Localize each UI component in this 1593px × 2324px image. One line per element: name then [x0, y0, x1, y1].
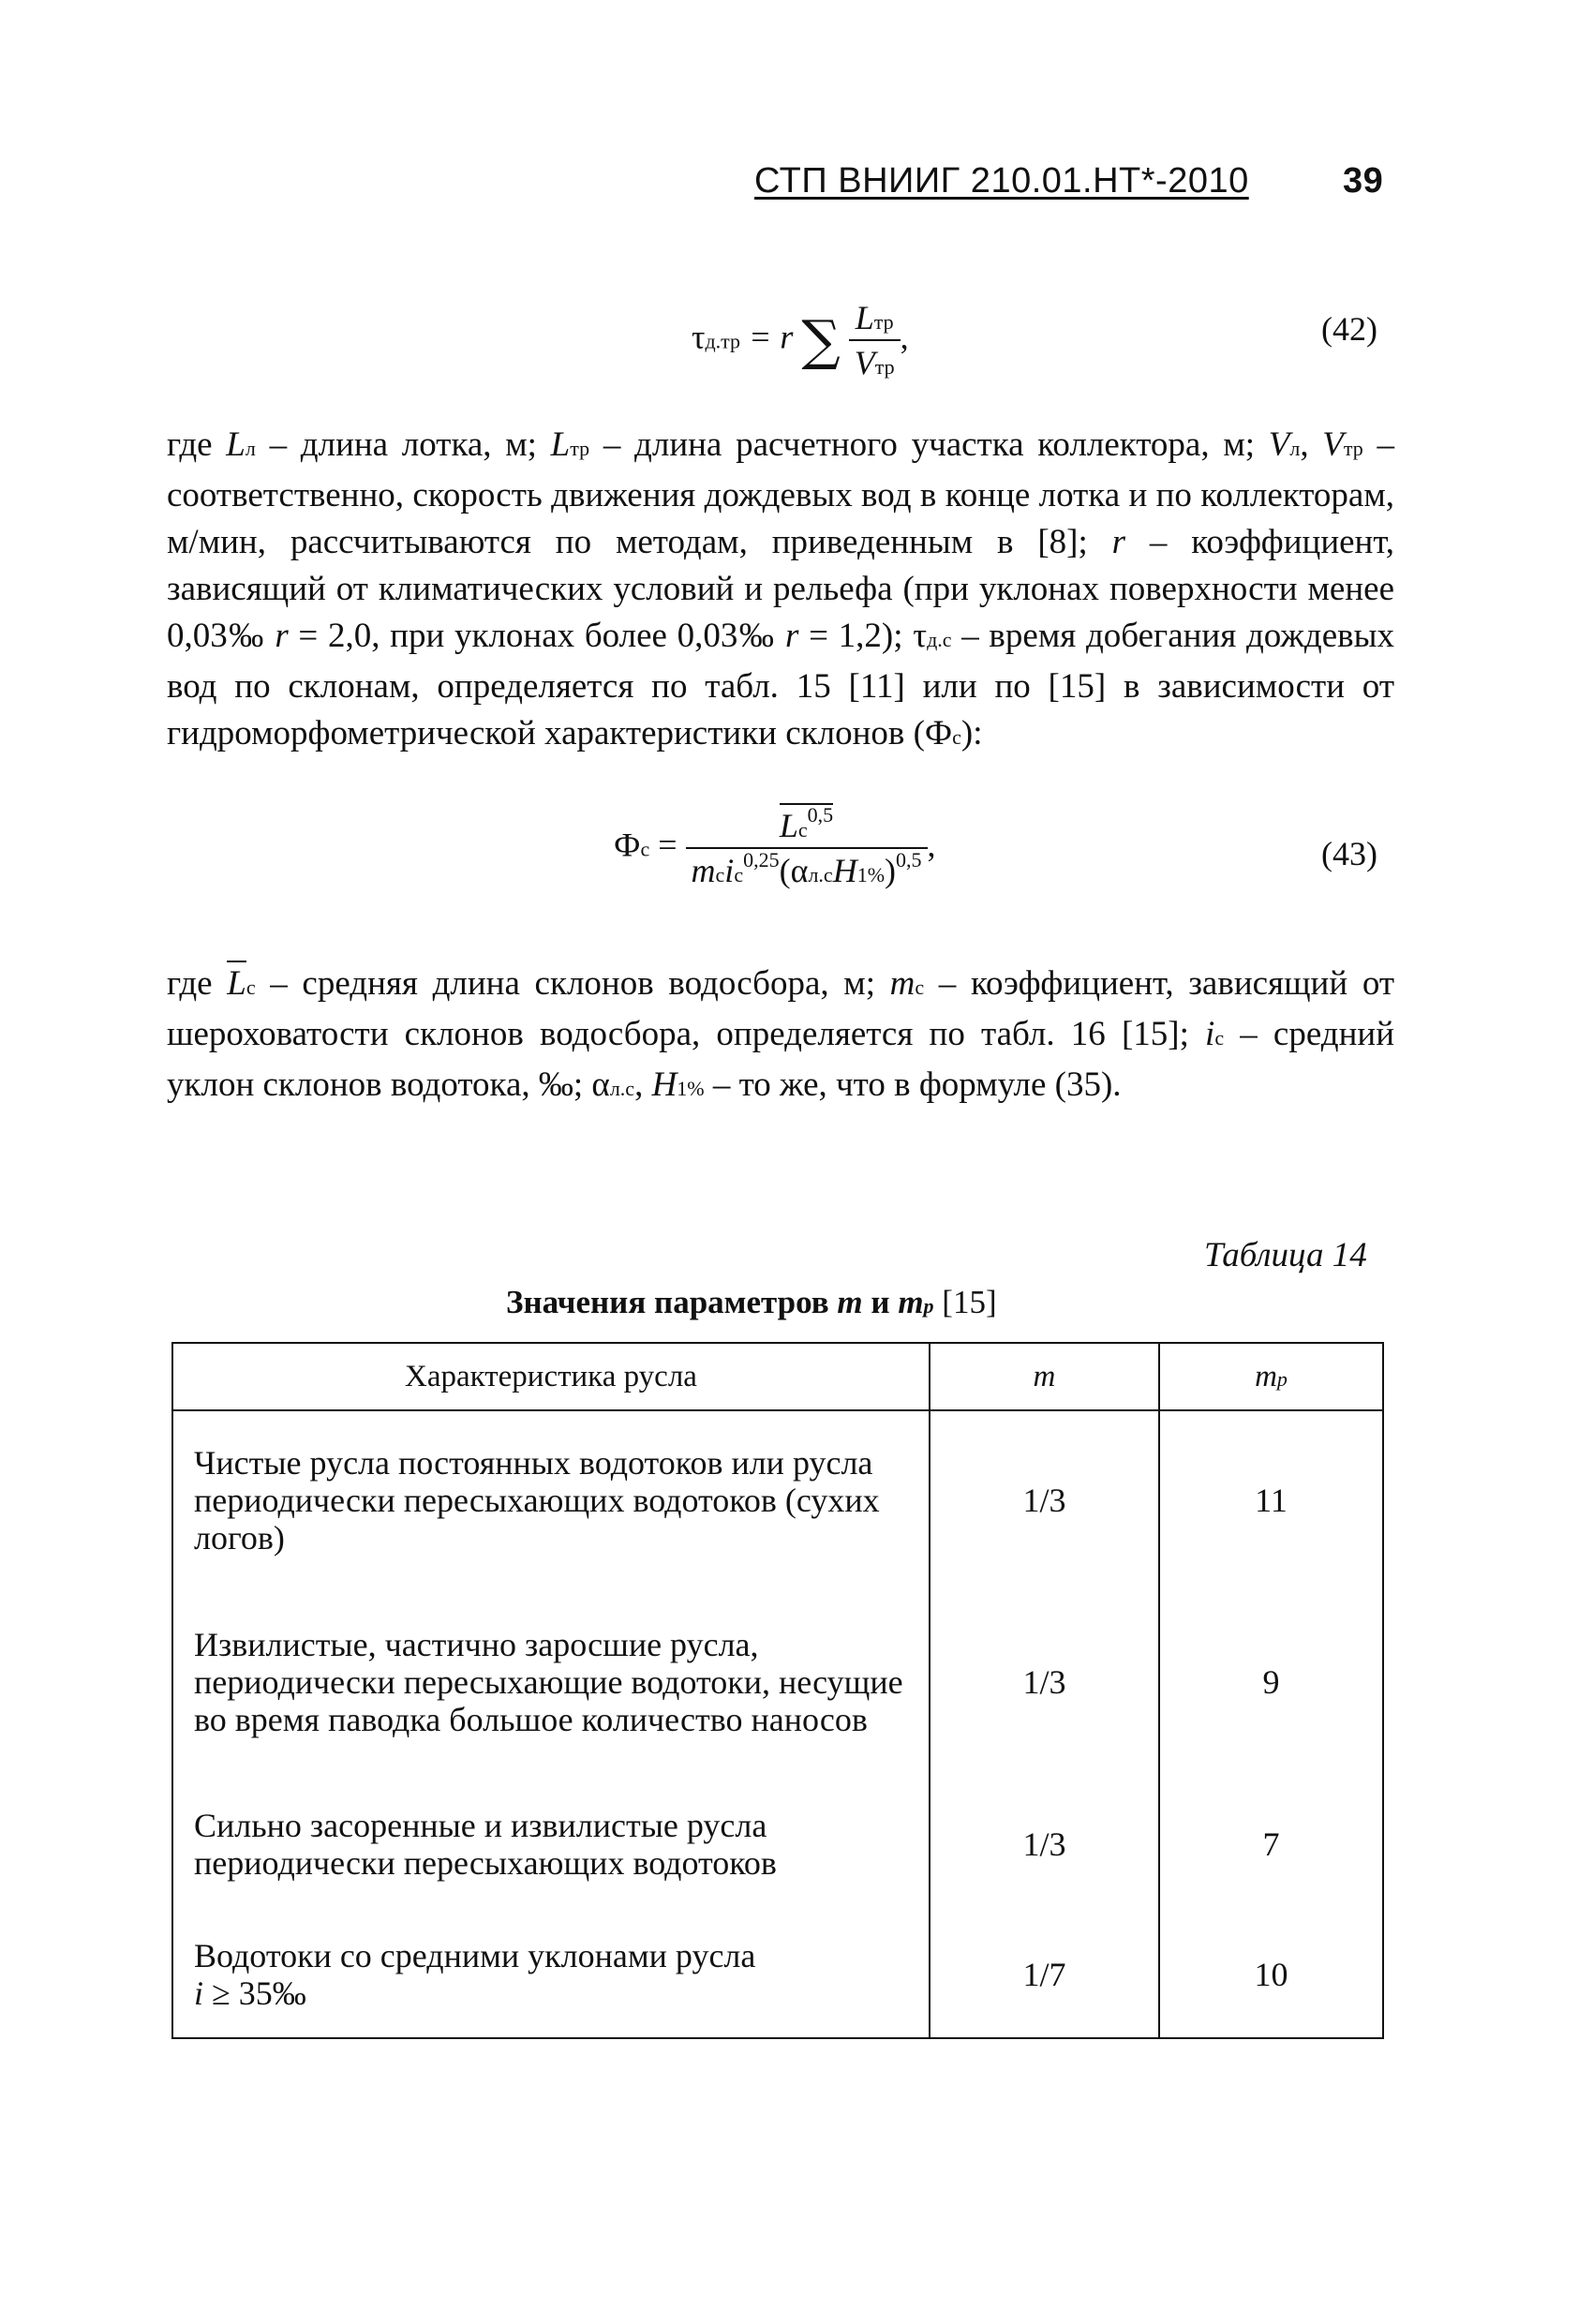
row-mp: 11 [1159, 1410, 1383, 1588]
table-row [172, 1410, 1383, 1588]
table-header-row [172, 1343, 1383, 1410]
header-m: m [930, 1343, 1159, 1410]
table-row [172, 1588, 1383, 1776]
row-mp: 9 [1159, 1588, 1383, 1776]
fraction: $\frac{\text{Lтр}}{\text{Vтр}}$ [849, 298, 901, 382]
row-mp: 7 [1159, 1776, 1383, 1912]
table-title: Значения параметров m и mp [15] [506, 1284, 997, 1320]
row-description: Извилистые, частично заросшие русла, периодически пересыхающие водотоки, несущие во время паводка большое количество наносов [172, 1588, 930, 1776]
page-header [754, 161, 1384, 201]
header-mp: mp [1159, 1343, 1383, 1410]
parameters-table [171, 1342, 1384, 2039]
row-m: 1/3 [930, 1776, 1159, 1912]
equation-number-43: (43) [1321, 835, 1377, 872]
header-channel: Характеристика русла [172, 1343, 930, 1410]
page-number: 39 [1343, 161, 1384, 201]
paragraph-1: где Lл – длина лотка, м; Lтр – длина расчетного участка коллектора, м; Vл, Vтр – соответственно, скорость движения дождевых вод в конце лотка и по коллекторам, м/мин, рассчитываются по методам, приведенным в [8]; r – коэффициент, зависящий от климатических условий и рельефа (при уклонах поверхности менее 0,03‰ r = 2,0, при уклонах более 0,03‰ r = 1,2); τд.с – время добегания дождевых вод по склонам, определяется по табл. 15 [11] или по [15] в зависимости от гидроморфометрической характеристики склонов (Фс): [167, 425, 1395, 752]
sum-symbol: ∑ [801, 308, 841, 372]
table-row [172, 1912, 1383, 2038]
row-m: 1/3 [930, 1410, 1159, 1588]
row-description: Сильно засоренные и извилистые русла периодически пересыхающих водотоков [172, 1776, 930, 1912]
paragraph-2: где Lс – средняя длина склонов водосбора, м; mс – коэффициент, зависящий от шероховатости склонов водосбора, определяется по табл. 16 [15]; iс – средний уклон склонов водотока, ‰; αл.с, H1% – то же, что в формуле (35). [167, 961, 1394, 1112]
formula-42: τд.тр = r ∑ $\frac{\text{Lтр}}{\text{Vтр}}$ , [692, 299, 909, 381]
row-m: 1/3 [930, 1588, 1159, 1776]
table-number: Таблица 14 [1204, 1236, 1367, 1274]
formula-43: Фс = $\frac{Lс^{0,5}}{mсiс^{0,25}(\alpha л.сH1\%)^{0,5}}$ , [614, 803, 936, 889]
row-description: Чистые русла постоянных водотоков или русла периодически пересыхающих водотоков (сухих логов) [172, 1410, 930, 1588]
row-description: Водотоки со средними уклонами русла i ≥ 35‰ [172, 1912, 930, 2038]
table-row [172, 1776, 1383, 1912]
equation-number-42: (42) [1321, 310, 1377, 348]
fraction: $\frac{Lс^{0,5}}{mсiс^{0,25}(\alpha л.сH1\%)^{0,5}}$ [686, 806, 928, 890]
row-m: 1/7 [930, 1912, 1159, 2038]
document-code: СТП ВНИИГ 210.01.НТ*-2010 [754, 161, 1249, 201]
row-mp: 10 [1159, 1912, 1383, 2038]
